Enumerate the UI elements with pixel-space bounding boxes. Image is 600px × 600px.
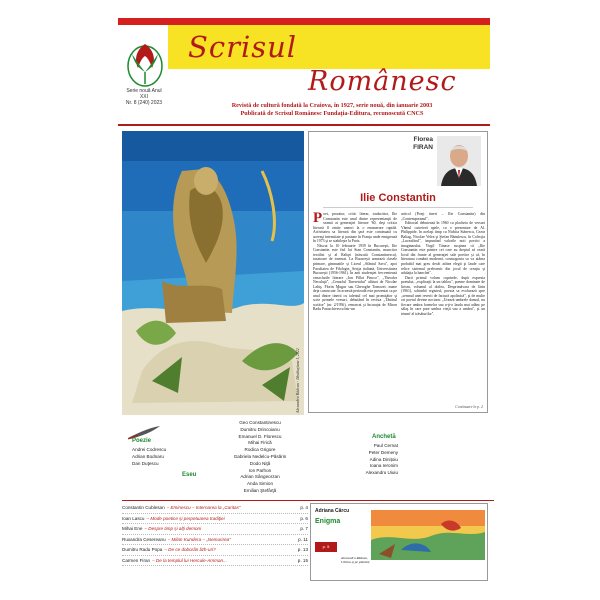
ancheta-author: Peter Demeny bbox=[368, 449, 398, 455]
toc-page: p. 13 bbox=[297, 547, 308, 552]
masthead-tagline bbox=[176, 102, 488, 118]
article-body bbox=[313, 212, 485, 408]
masthead-red-band bbox=[118, 18, 490, 25]
ancheta-author: Ioana Ieronim bbox=[369, 463, 398, 469]
drop-cap: P bbox=[313, 212, 323, 226]
article-title: Ilie Constantin bbox=[360, 192, 436, 204]
toc-title: – Milan Kundera – „Nemurirea" bbox=[167, 536, 231, 542]
cover-painting bbox=[122, 131, 304, 415]
toc-page: p. 4 bbox=[300, 505, 308, 510]
toc-page: p. 15 bbox=[297, 557, 308, 563]
ancheta-list bbox=[342, 443, 398, 477]
article-title-rule bbox=[323, 207, 473, 208]
header-divider bbox=[118, 124, 490, 126]
eseu-author: Gabriela Nedelcu-Păsărin bbox=[233, 453, 287, 459]
eseu-author: Adrian Sângeorzan bbox=[240, 474, 280, 480]
masthead-title-line2: Românesc bbox=[308, 66, 457, 97]
eseu-author: Geo Constantinescu bbox=[239, 420, 281, 425]
masthead-title-line1: Scrisul bbox=[188, 30, 298, 64]
eseu-list bbox=[210, 420, 310, 495]
toc-author: Constantin Cublesan bbox=[122, 505, 165, 510]
cover-painting-credit: Alexandru Rădvan - Meditaţiune I, 2022 bbox=[295, 348, 300, 413]
article-paragraph: Editorial debutează în 1960 cu plachetа de versuri Vântul cutreieră apele, cu o prezentare de Al. Philippide, în acelaşi timp cu Nichita Stănescu, Cezar Baltag, Nicolae Velea şi Ştefan Bănulescu, în Colecţia „Luceafărul", impunând valorile noii poetici a imaginarului. Virgil Tănase susţinea că „Ilie Constantin este printre cei care au dreptul să ceară locul din frunte al generaţiei sale poetice şi că, în literatura română modernă, cosmogonia sa va atârna probabil mai greu decât atâtea elegii şi laude care relicе sistemul prelearnic din jocul de creaţia şi adulaţia la banchet". bbox=[401, 221, 485, 276]
tagline-line2: Publicată de Scrisul Românesc Fundaţia-Editura, recunoscută CNCS bbox=[240, 110, 424, 117]
eseu-author: Dumitru Drincoianu bbox=[240, 426, 280, 432]
article-paragraph: Dacă primul volum cuprinde, după expresia poetului, „explicaţii la un tablou", poeme dominate de lirism, volumul al doilea, Desprimăvara de lărin (1961), schimbă registrul, poezia sa evoluează spre „semnul unei reverii de factură apolinică", şi de multe ori poetul devine nocturn: „Urează umbrele dansul, nu fiecare umbra formelor sau a-ţi-o lauda mai adânc pe sălaş în care pare umbra vieţii sau a umbra", şi un triumf al trăsăturilor". bbox=[401, 275, 485, 317]
series-line1: Serie nouă Anul XXI bbox=[126, 88, 162, 100]
series-info bbox=[122, 88, 166, 106]
ancheta-author: Alexandru Uiuiu bbox=[365, 470, 398, 476]
toc-author: Dumitru Radu Popa bbox=[122, 547, 163, 552]
toc-author: Mihai Ene bbox=[122, 526, 143, 531]
ancheta-heading: Anchetă bbox=[372, 434, 396, 440]
author-photo bbox=[437, 136, 481, 186]
author-last-name: FIRAN bbox=[413, 144, 433, 151]
contributors-section bbox=[122, 420, 402, 494]
poezie-author: Adrian Bodnaru bbox=[132, 453, 164, 459]
toc-row[interactable] bbox=[122, 545, 308, 556]
tulip-logo-icon bbox=[124, 32, 166, 88]
toc-page: p. 7 bbox=[300, 526, 308, 531]
article-column-1 bbox=[313, 212, 397, 408]
eseu-author: Ion Parhon bbox=[248, 467, 272, 473]
toc-page: p. 6 bbox=[300, 515, 308, 521]
enigma-page-tag: p. 5 bbox=[315, 542, 337, 552]
table-of-contents bbox=[122, 503, 308, 566]
toc-row[interactable] bbox=[122, 503, 308, 514]
toc-title: – Mode poetice şi perpetuarea tradiţiei bbox=[146, 515, 225, 521]
ancheta-author: Adina Dinițoiu bbox=[369, 456, 398, 462]
toc-row[interactable] bbox=[122, 535, 308, 546]
toc-author: Ioan Lascu bbox=[122, 515, 145, 521]
toc-row[interactable] bbox=[122, 556, 308, 567]
eseu-author: Anda Simion bbox=[246, 481, 274, 487]
enigma-painting bbox=[371, 510, 485, 560]
eseu-author: Rodica Grigore bbox=[244, 447, 276, 453]
toc-title: – De la templul lui Hercule-Amman... bbox=[152, 557, 227, 563]
enigma-title: Enigma bbox=[315, 518, 341, 525]
toc-author: Carmen Firan bbox=[122, 557, 151, 563]
toc-page: p. 11 bbox=[298, 536, 308, 542]
toc-row[interactable] bbox=[122, 524, 308, 535]
article-author bbox=[413, 136, 433, 152]
enigma-author: Adriana Cârcu bbox=[315, 508, 350, 514]
poezie-author: Dan Duţescu bbox=[132, 460, 159, 466]
series-line2: Nr. 8 (240) 2023 bbox=[125, 100, 163, 106]
toc-title: – Despre timp şi alţi demoni bbox=[144, 526, 202, 531]
lead-article bbox=[308, 131, 488, 413]
toc-author: Ruxandra Cesereanu bbox=[122, 536, 166, 542]
article-paragraph: oet, prozator, critic literar, traducător, Ilie Constantin este unul dintre reprezentanţii de seamă ai generaţiei literare '60, deşi critica literară îl omite uneori la o enumerare rapidă. Activitatea sa literară din ţară este continuată cu aceeaşi intensitate şi pasiune în Franţa unde emigrează în 1973 şi se stabileşte la Paris. bbox=[313, 212, 397, 244]
article-paragraph: Născut la 10 februarie 1939 în Bucureşti, Ilie Constantin este fiul lui Stan Constantin, muncitor textilist şi al Raliţei (născută Constantinescu), taxatoare de tramvai. La Bucureşti urmează clasele primare, gimnaziile şi Liceul „Sfântul Sava", apoi Facultatea de Filologie, Secţia italiană, Universitatea Bucureşti (1956-1961). În anii studenţiei frecventează cenaclurile literare „Ion Pillat Pincco", „Theodor Neculuţă", „Cenaclul Tineretului" alături de Nicolae Labiş, Florin Mugur sau Gheorghe Tomozei, nume deja cunoscute. În această perioadă este prezentat ca pe unul dintre tinerii cu talentul cel mai promiţător şi scrie primele versuri, debutând în revista „Tânărul scriitor" (nr. 2/1956), remarcat şi încurajat de Miron Radu Paraschivescu într-un bbox=[313, 243, 397, 312]
eseu-author: Emanuel D. Florescu bbox=[238, 433, 282, 439]
enigma-box bbox=[310, 503, 488, 581]
author-first-name: Florea bbox=[413, 136, 433, 143]
tagline-line1: Revistă de cultură fondată la Craiova, în 1927, serie nouă, din ianuarie 2003 bbox=[231, 102, 433, 109]
eseu-author: Mihai Firică bbox=[248, 440, 272, 446]
article-paragraph: articol (Poeţi tineri – Ilie Constantin) din „Contemporanul". bbox=[401, 212, 485, 221]
toc-title: – De ce doborân lizh-uri? bbox=[164, 547, 216, 552]
enigma-caption: Alexandru Rădvan, Ultima şi pe pământ bbox=[341, 556, 370, 565]
eseu-author: Dodo Niţă bbox=[249, 460, 271, 466]
poezie-author: Andrei Codrescu bbox=[132, 447, 167, 452]
toc-row[interactable] bbox=[122, 514, 308, 525]
poezie-heading: Poezie bbox=[132, 438, 152, 444]
eseu-heading: Eseu bbox=[182, 472, 197, 478]
article-column-2 bbox=[401, 212, 485, 408]
sections-divider bbox=[122, 500, 494, 501]
ancheta-author: Paul Cernat bbox=[373, 443, 398, 448]
magazine-cover bbox=[118, 18, 490, 584]
toc-title: – Eminescu – Internarea la „Caritas" bbox=[166, 505, 241, 510]
continued-note: Continuare în p. 2 bbox=[455, 405, 483, 409]
poezie-list bbox=[132, 447, 166, 467]
eseu-author: Emilian Ştefârţă bbox=[243, 487, 277, 493]
